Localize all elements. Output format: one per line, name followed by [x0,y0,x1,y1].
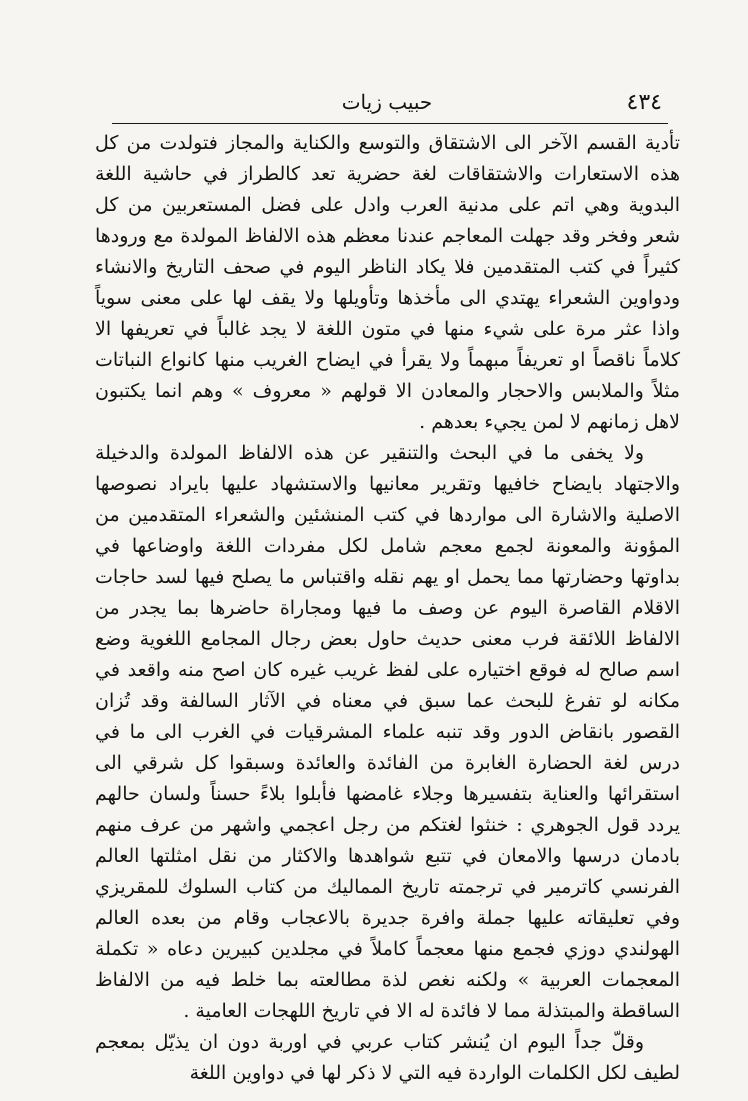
paragraph-2: ولا يخفى ما في البحث والتنقير عن هذه الالفاظ المولدة والدخيلة والاجتهاد بايضاح خافيها وتقرير معانيها والاستشهاد عليها بايراد نصوصها الاصلية والاشارة الى مواردها في كتب المنشئين والشعراء المتقدمين من المؤونة والمعونة لجمع معجم شامل لكل مفردات اللغة واوضاعها في بداوتها وحضارتها مما يحمل او يهم نقله واقتباس ما يصلح فيها لسد حاجات الاقلام القاصرة اليوم عن وصف ما فيها ومجاراة حاضرها بما يجدر من الالفاظ اللائقة فرب معنى حديث حاول بعض رجال المجامع اللغوية وضع اسم صالح له فوقع اختياره على لفظ غريب غيره كان اصح منه واقعد في مكانه لو تفرغ للبحث عما سبق في معناه في الآثار السالفة وقد تُزان القصور بانقاض الدور وقد تنبه علماء المشرقيات في الغرب الى ما في درس لغة الحضارة الغابرة من الفائدة والعائدة وسبقوا كل شرقي الى استقرائها والعناية بتفسيرها وجلاء غامضها فأبلوا بلاءً حسناً ولسان حالهم يردد قول الجوهري : خنثوا لغتكم من رجل اعجمي واشهر من عرف منهم بادمان درسها والامعان في تتبع شواهدها والاكثار من نقل امثلتها العالم الفرنسي كاترمير في ترجمته تاريخ المماليك من كتاب السلوك للمقريزي وفي تعليقاته عليها جملة وافرة جديرة بالاعجاب وقام من بعده العالم الهولندي دوزي فجمع منها معجماً كاملاً في مجلدين كبيرين دعاه « تكملة المعجمات العربية » ولكنه نغص لذة مطالعته بما خلط فيه من الالفاظ الساقطة والمبتذلة مما لا فائدة له الا في تاريخ اللهجات العامية . [95,442,680,1022]
header-rule [112,123,668,124]
page-header [112,90,662,120]
page-number: ٤٣٤ [626,90,662,115]
paragraph-1: تأدية القسم الآخر الى الاشتقاق والتوسع والكناية والمجاز فتولدت من كل هذه الاستعارات والاشتقاقات لغة حضرية تعد كالطراز في حاشية اللغة البدوية وهي اتم على مدنية العرب وادل على فضل المستعربين من كل شعر وفخر وقد جهلت المعاجم عندنا معظم هذه الالفاظ المولدة مع ورودها كثيراً في كتب المتقدمين فلا يكاد الناظر اليوم في صحف التاريخ والانشاء ودواوين الشعراء يهتدي الى مأخذها وتأويلها ولا يقف لها على معنى سوياً واذا عثر مرة على شيء منها في متون اللغة لا يجد غالباً في تعريفها الا كلاماً ناقصاً او تعريفاً مبهماً ولا يقرأ في ايضاح الغريب منها كانواع النباتات مثلاً والملابس والاحجار والمعادن الا قولهم « معروف » وهم انما يكتبون لاهل زمانهم لا لمن يجيء بعدهم . [95,132,680,433]
body-text [95,128,680,1089]
paragraph-3: وقلّ جداً اليوم ان يُنشر كتاب عربي في اوربة دون ان يذيّل بمعجم لطيف لكل الكلمات الواردة فيه التي لا ذكر لها في دواوين اللغة [95,1031,680,1084]
running-head: حبيب زيات [341,90,433,114]
